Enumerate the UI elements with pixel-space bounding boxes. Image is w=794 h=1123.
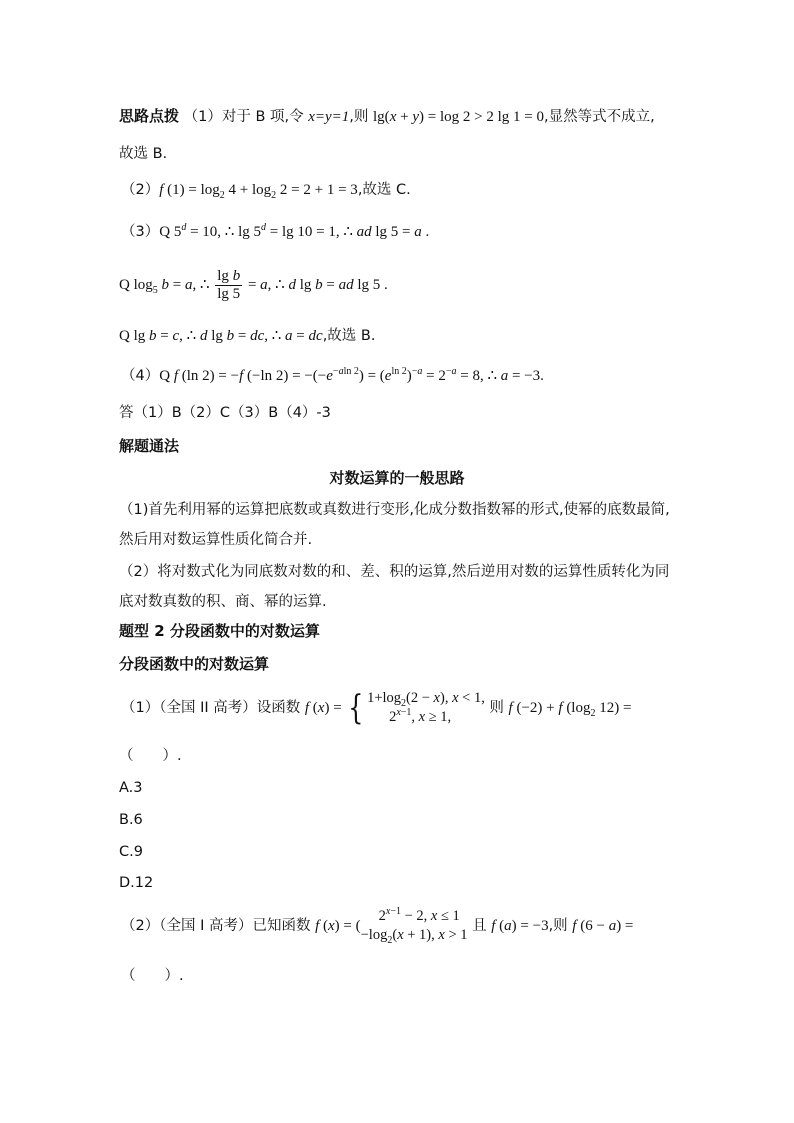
question-2 [121,904,633,948]
question-2-prefix: （2）（全国 I 高考）已知函数 [121,918,316,934]
hint-label-2: （2） [121,182,160,198]
hint-label-4: （4） [121,368,160,384]
option-a[interactable]: A.3 [119,780,143,796]
hint-line-3 [121,222,429,242]
hint-equation-4: Q f (ln 2) = −f (−ln $2) = -(-e^{-aln 2}) = (e^{ln 2})^{-a} = 2^{-a} = 8$, ∴ a = −3. [159,366,544,384]
question-1-expr: f (−2) + f ($\log_2$ 12) = [508,700,632,719]
question-2-expr: f (6 − a) = [572,918,634,934]
option-d[interactable]: D.12 [119,875,154,891]
question-1-mid: 则 [484,700,509,716]
hint-text-1b: ,则 [349,109,374,125]
method-title: 对数运算的一般思路 [329,469,465,487]
question-1-cases: $1+\log_2(2 - x)$, x < 1, $2^{x-1}$, x ≥ 1, [367,690,485,725]
question-2-blank-line [121,966,184,986]
question-2-mid: 且 [467,918,492,934]
hint-text-3: ,故选 B. [322,328,376,344]
method-heading: 解题通法 [119,437,180,455]
hint-equation-3c: Q lg b = c, ∴ d lg b = dc, ∴ a = dc [119,328,323,344]
method-title-line [0,467,794,488]
question-1-blank-line [119,746,182,766]
question-2-cond: f (a) = −3 [491,918,549,934]
hint-heading: 思路点拨 [119,107,180,125]
left-brace-icon: { [348,688,364,728]
question-2-blank: （ ）. [121,968,184,984]
hint-label-3: （3） [121,224,160,240]
method-para-2: （2）将对数式化为同底数对数的和、差、积的运算,然后逆用对数的运算性质转化为同底对数真数的积、商、幂的运算. [119,564,670,610]
question-2-cases: $2^{x-1} - 2$, x ≤ 1 $-\log_2(x + 1)$, x > 1 [360,906,468,946]
hint-equation-2: f $(1) = \log_2 4 + \log_2 2 = 2 + 1 = 3$ [159,182,358,201]
hint-line-4 [121,366,544,386]
answer-line [119,403,331,423]
question-1-blank: （ ）. [119,748,182,764]
hint-text-1d: 故选 B. [119,146,168,162]
option-c[interactable]: C.9 [119,844,143,860]
hint-equation-3b: Q $\log_5 b = a$, ∴ $\frac{\text{lg b}}{\lg 5}$ = a, ∴ d lg b = ad lg 5 . [119,268,388,302]
type2-subheading-line [119,654,269,675]
answer-text: 答（1）B（2）C（3）B（4）-3 [119,405,331,421]
method-para-1: （1)首先利用幂的运算把底数或真数进行变形,化成分数指数幂的形式,使幂的底数最简,然后用对数运算性质化简合并. [119,502,670,548]
method-heading-line [119,436,179,457]
type2-heading-line [119,621,320,642]
hint-equation-1: lg(x + y) = log 2 > 2 lg 1 = 0 [373,109,544,125]
question-1-fx: f (x) = [304,700,346,716]
hint-equation-3a: Q $5^d = 10$, ∴ $\lg 5^d = \lg 10 = 1$, ∴ ad lg 5 = a . [159,222,430,240]
type2-subheading: 分段函数中的对数运算 [119,655,270,673]
hint-line-3c [119,326,375,346]
hint-line-1-cont [119,144,167,164]
hint-line-2 [121,180,411,200]
option-b[interactable]: B.6 [119,812,143,828]
hint-line-3b [119,268,388,303]
question-2-tail: ,则 [548,918,573,934]
question-2-fx: f (x) = ( [315,918,361,934]
type2-heading: 题型 2 分段函数中的对数运算 [119,622,320,640]
hint-text-2: ,故选 C. [357,182,411,198]
hint-text-1c: ,显然等式不成立, [543,109,655,125]
hint-var: x=y=1 [308,109,350,125]
hint-text-1a: （1）对于 B 项,令 [183,109,309,125]
hint-line-1 [119,106,655,127]
question-1 [121,688,631,728]
question-1-prefix: （1）（全国 II 高考）设函数 [121,700,305,716]
